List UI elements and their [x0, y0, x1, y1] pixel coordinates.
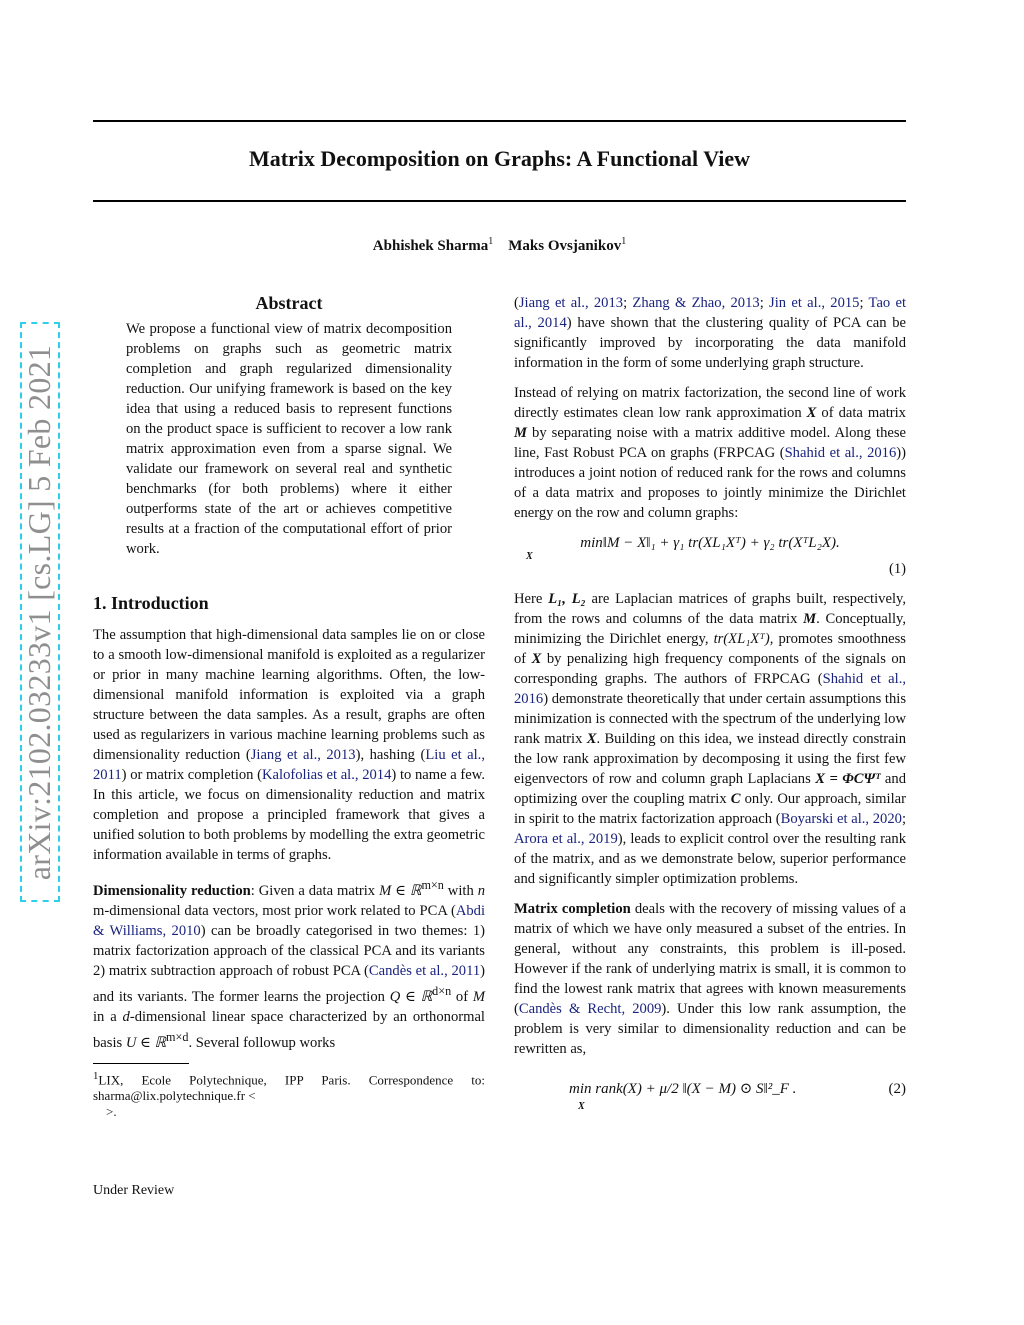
abstract-heading: Abstract [255, 293, 323, 313]
run-in-heading: Matrix completion [514, 901, 631, 917]
title-rule-bottom [93, 200, 906, 202]
left-column [93, 293, 485, 1120]
author-name: Abhishek Sharma [372, 238, 489, 254]
citation-link[interactable]: Arora et al., 2019 [514, 831, 618, 847]
title-rule-top [93, 120, 906, 122]
abstract-text: We propose a functional view of matrix decomposition problems on graphs such as geometric matrix completion and graph regularized dimensionality reduction. Our unifying framework is based on the key idea that using a reduced basis to represent functions on the product space is sufficient to recover a low rank matrix approximation even from a sparse signal. We validate our framework on several real and synthetic benchmarks (for both problems) where it either outperforms state of the art or achieves competitive results at a fraction of the computational effort of prior work. [126, 321, 452, 557]
equation-subscript: X [578, 1101, 585, 1112]
equation-1 [514, 533, 906, 562]
citation-link[interactable]: Abdi & Williams, 2010 [93, 902, 485, 939]
equation-subscript: X [526, 551, 533, 562]
citation-link[interactable]: Boyarski et al., 2020 [780, 811, 902, 827]
author-affil: 1 [621, 236, 627, 247]
citation-link[interactable]: Liu et al., 2011 [93, 747, 485, 783]
citation-link[interactable]: Jiang et al., 2013 [250, 747, 356, 763]
equation-2 [514, 1069, 906, 1112]
citation-link[interactable]: Zhang & Zhao, 2013 [632, 295, 760, 311]
citation-link[interactable]: Jiang et al., 2013 [518, 295, 624, 311]
citation-link[interactable]: Candès et al., 2011 [368, 962, 481, 979]
intro-paragraph: The assumption that high-dimensional data samples lie on or close to a smooth low-dimensional manifold is exploited as a regularizer or prior in many machine learning algorithms. Often, the low-dimensional manifold information is exploited via a graph structure between the data samples. As a result, graphs are often used as regularizers in various machine learning problems such as dimensionality reduction (Jiang et al., 2013), hashing (Liu et al., 2011) or matrix completion (Kalofolias et al., 2014) to name a few. In this article, we focus on dimensionality reduction and matrix completion and propose a principled framework that gives a unified solution to both problems by modelling the extra geometric information available in terms of graphs. [93, 627, 485, 863]
citation-link[interactable]: Kalofolias et al., 2014 [262, 767, 392, 783]
citation-link[interactable]: Jin et al., 2015 [769, 295, 860, 311]
related-work-paragraph: (Jiang et al., 2013; Zhang & Zhao, 2013; Jin et al., 2015; Tao et al., 2014) have shown that the clustering quality of PCA can be significantly improved by incorporating the data manifold information in the form of some underlying graph structure. [514, 295, 907, 371]
matrix-completion-paragraph: Matrix completion deals with the recovery of missing values of a matrix of which we have only measured a subset of the entries. In general, without any constraints, this problem is ill-posed. However if the rank of underlying matrix is small, it is common to find the lowest rank matrix that agrees with known measurements (Candès & Recht, 2009). Under this low rank assumption, the problem is very similar to dimensionality reduction and can be rewritten as, [514, 901, 906, 1057]
equation-body: min‖M − X‖₁ + γ₁ tr(XL₁Xᵀ) + γ₂ tr(XᵀL₂X). [580, 535, 840, 551]
arxiv-id: arXiv:2102.03233v1 [cs.LG] 5 Feb 2021 [21, 344, 58, 880]
equation-number: (1) [888, 561, 906, 577]
frpcag-paragraph: Instead of relying on matrix factorization, the second line of work directly estimates clean low rank approximation X of data matrix M by separating noise with a matrix additive model. Along these line, Fast Robust PCA on graphs (FRPCAG (Shahid et al., 2016)) introduces a joint notion of reduced rank for the rows and columns of a data matrix and proposes to jointly minimize the Dirichlet energy on the row and column graphs: [514, 385, 906, 521]
citation-link[interactable]: Candès & Recht, 2009 [518, 1001, 662, 1017]
footnote-rule [93, 1063, 189, 1064]
dimensionality-paragraph: Dimensionality reduction: Given a data matrix M ∈ ℝ$^{m\times n}$ with n m-dimensional data vectors, most prior work related to PCA (Abdi & Williams, 2010) can be broadly categorised in two themes: 1) matrix factorization approach of the classical PCA and its variants 2) matrix subtraction approach of robust PCA (Candès et al., 2011) and its variants. The former learns the projection Q ∈ ℝ$^{d\times n}$ of M in a d-dimensional linear space characterized by an orthonormal basis U ∈ ℝ$^{m\times d}$. Several followup works [93, 878, 485, 1051]
author-name: Maks Ovsjanikov [508, 238, 622, 254]
citation-link[interactable]: Shahid et al., 2016 [784, 445, 897, 461]
author-affil: 1 [488, 236, 494, 247]
run-in-heading: Dimensionality reduction [93, 882, 251, 899]
laplacian-paragraph: Here L₁, L₂ are Laplacian matrices of graphs built, respectively, from the rows and columns of the data matrix M. Conceptually, minimizing the Dirichlet energy, tr(XL₁Xᵀ), promotes smoothness of X by penalizing high frequency components of the signals on corresponding graphs. The authors of FRPCAG (Shahid et al., 2016) demonstrate theoretically that under certain assumptions this minimization is connected with the spectrum of the underlying low rank matrix X. Building on this idea, we instead directly constrain the low rank approximation by decomposing it using the first few eigenvectors of row and column graph Laplacians X = ΦCΨᵀ and optimizing over the coupling matrix C only. Our approach, similar in spirit to the matrix factorization approach (Boyarski et al., 2020; Arora et al., 2019), leads to explicit control over the resulting rank of the matrix, and as we demonstrate below, superior performance and significantly simpler optimization problems. [514, 591, 906, 887]
section-heading: 1. Introduction [93, 593, 209, 613]
footnote: $^1$LIX, Ecole Polytechnique, IPP Paris. Correspondence to: sharma@lix.polytechnique.fr < >. [93, 1069, 485, 1119]
equation-number: (2) [888, 1081, 906, 1097]
page-footer: Under Review [93, 1183, 175, 1198]
arxiv-stamp [20, 322, 60, 902]
paper-title: Matrix Decomposition on Graphs: A Functional View [248, 146, 751, 171]
citation-link[interactable]: Shahid et al., 2016 [514, 671, 906, 707]
citation-link[interactable]: Tao et al., 2014 [514, 295, 907, 331]
author-list [93, 236, 906, 255]
equation-body: min rank(X) + μ/2 ‖(X − M) ⊙ S‖²_F . [569, 1081, 797, 1097]
right-column [514, 293, 907, 1112]
